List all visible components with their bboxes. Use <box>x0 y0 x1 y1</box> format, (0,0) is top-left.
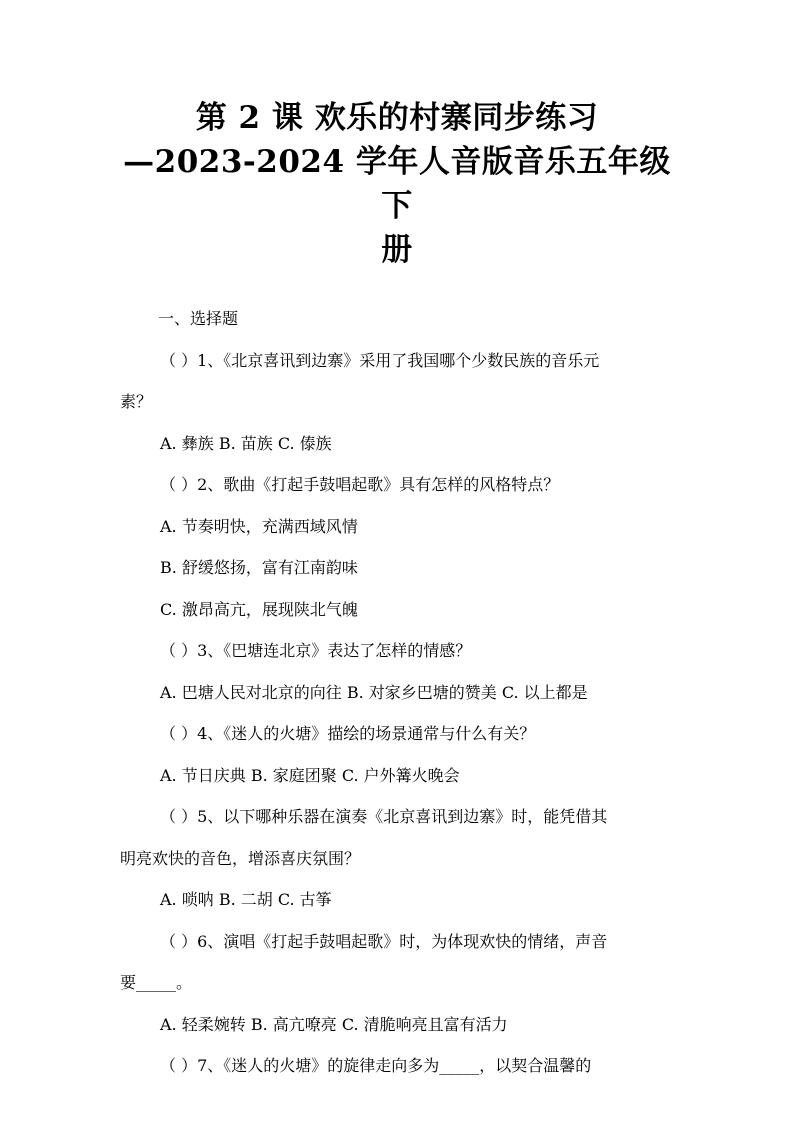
section-heading: 一、选择题 <box>158 309 239 328</box>
question-6-options: A. 轻柔婉转 B. 高亢嘹亮 C. 清脆响亮且富有活力 <box>160 1014 508 1034</box>
question-2-option-a: A. 节奏明快，充满西域风情 <box>160 516 358 536</box>
question-6: （ ）6、演唱《打起手鼓唱起歌》时，为体现欢快的情绪，声音 <box>160 931 608 951</box>
question-1: （ ）1、《北京喜讯到边寨》采用了我国哪个少数民族的音乐元 <box>160 350 600 370</box>
question-2-option-b: B. 舒缓悠扬，富有江南韵味 <box>160 558 358 577</box>
title-line-3: 册 <box>381 232 413 268</box>
question-2-option-c: C. 激昂高亢，展现陕北气魄 <box>160 599 358 619</box>
document-title <box>120 96 674 272</box>
question-5: （ ）5、以下哪种乐器在演奏《北京喜讯到边寨》时，能凭借其 <box>160 807 608 826</box>
question-4: （ ）4、《迷人的火塘》描绘的场景通常与什么有关？ <box>160 724 536 743</box>
title-line-1: 第 2 课 欢乐的村寨同步练习 <box>195 100 599 136</box>
question-4-options: A. 节日庆典 B. 家庭团聚 C. 户外篝火晚会 <box>160 765 460 785</box>
question-5-cont: 明亮欢快的音色，增添喜庆氛围？ <box>120 848 361 868</box>
question-3: （ ）3、《巴塘连北京》表达了怎样的情感？ <box>160 641 472 660</box>
question-1-options: A. 彝族 B. 苗族 C. 傣族 <box>160 433 332 453</box>
question-7: （ ）7、《迷人的火塘》的旋律走向多为_____，以契合温馨的 <box>160 1056 592 1075</box>
question-1-cont: 素？ <box>120 392 153 411</box>
question-5-options: A. 唢呐 B. 二胡 C. 古筝 <box>160 890 332 909</box>
question-2: （ ）2、歌曲《打起手鼓唱起歌》具有怎样的风格特点？ <box>160 475 560 494</box>
question-3-options: A. 巴塘人民对北京的向往 B. 对家乡巴塘的赞美 C. 以上都是 <box>160 682 588 702</box>
question-6-cont: 要_____。 <box>120 973 193 992</box>
title-line-2: —2023-2024 学年人音版音乐五年级下 <box>123 144 671 224</box>
